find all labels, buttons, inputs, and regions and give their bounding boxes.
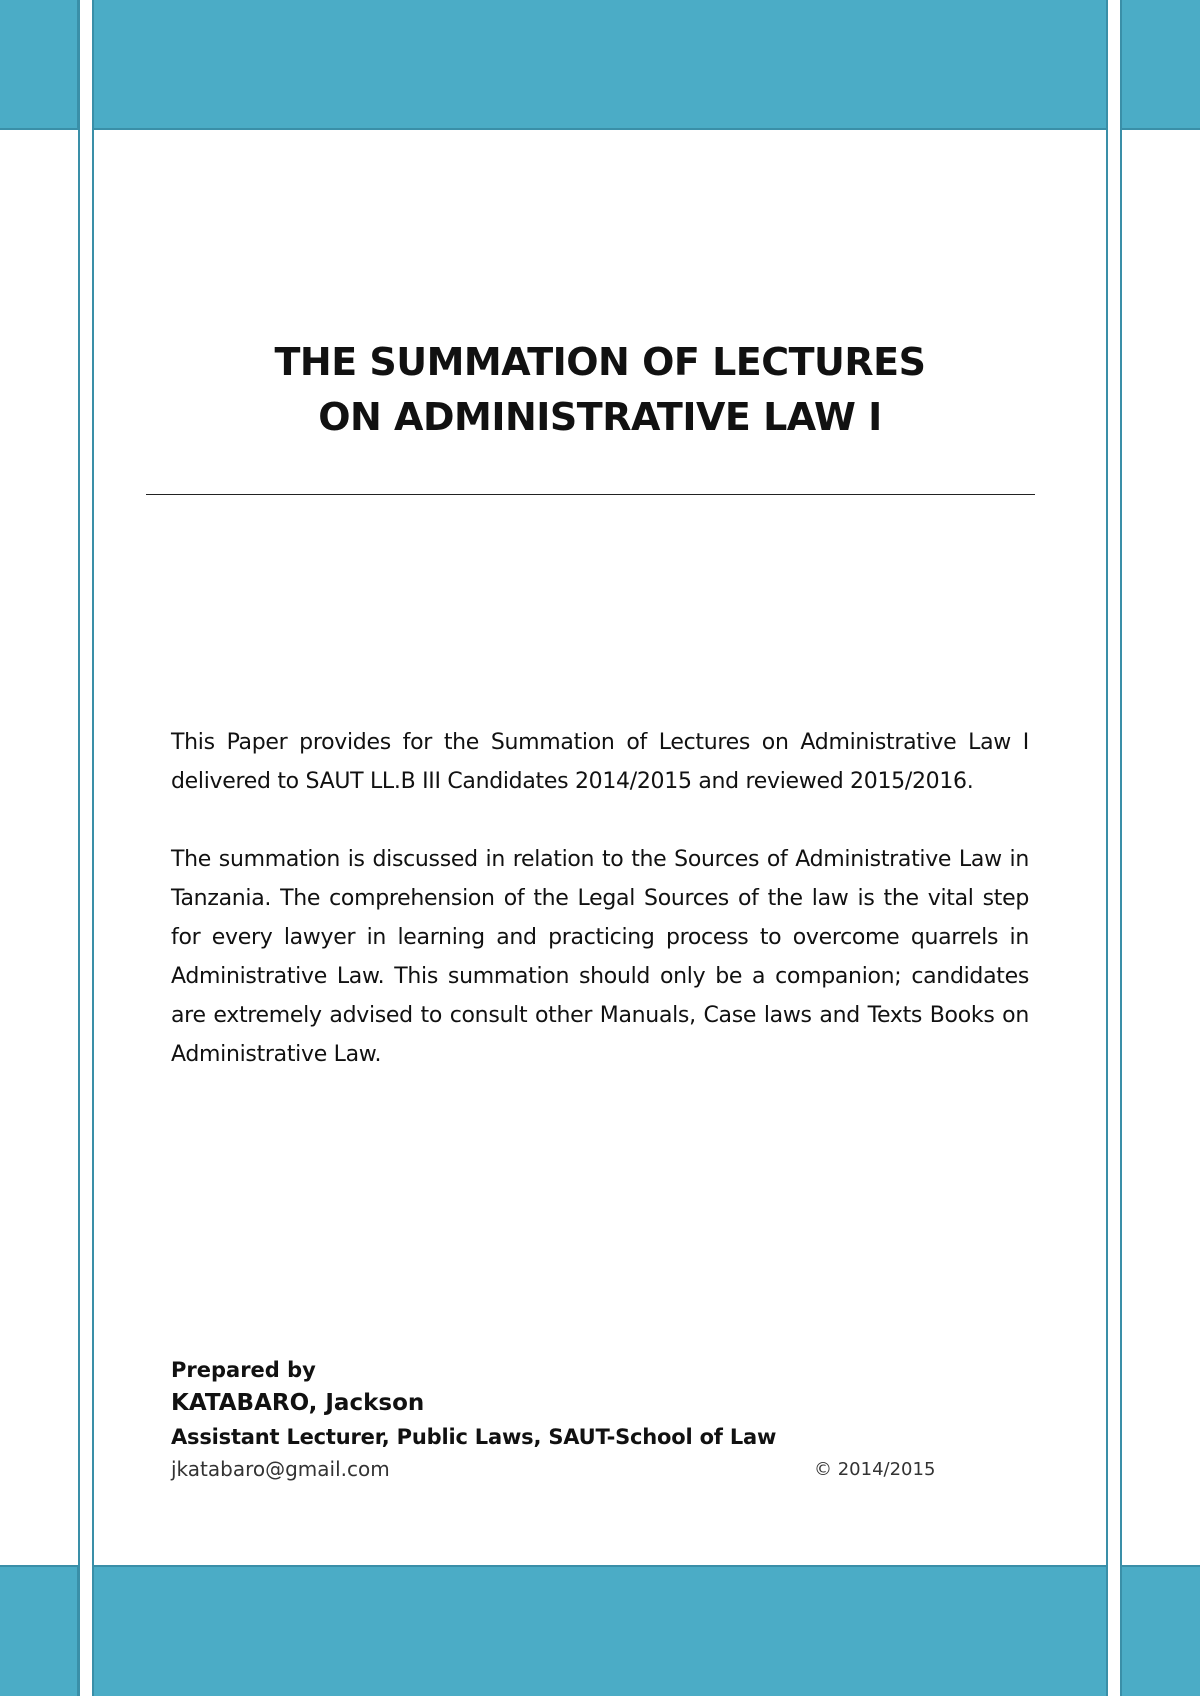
frame-line-left <box>78 0 80 1696</box>
bottom-band-left <box>0 1565 79 1696</box>
bottom-band-center <box>92 1565 1108 1696</box>
author-position: Assistant Lecturer, Public Laws, SAUT-School of Law <box>171 1425 777 1449</box>
author-email[interactable]: jkatabaro@gmail.com <box>171 1457 390 1481</box>
abstract-paragraph-2: The summation is discussed in relation to the Sources of Administrative Law in Tanzania. The comprehension of the Legal Sources of the law is the vital step for every lawyer in learning and practicing process to overcome quarrels in Administrative Law. This summation should only be a companion; candidates are extremely advised to consult other Manuals, Case laws and Texts Books on Administrative Law. <box>171 847 1029 1067</box>
document-title-line-2: ON ADMINISTRATIVE LAW I <box>318 395 882 439</box>
title-divider <box>146 494 1035 495</box>
document-title-line-1: THE SUMMATION OF LECTURES <box>274 340 926 384</box>
abstract-paragraph-1: This Paper provides for the Summation of Lectures on Administrative Law I delivered to SAUT LL.B III Candidates 2014/2015 and reviewed 2015/2016. <box>171 730 1029 794</box>
top-band-right <box>1120 0 1200 130</box>
frame-line-left-inner <box>92 0 94 1696</box>
bottom-band-right <box>1120 1565 1200 1696</box>
top-band-center <box>92 0 1108 130</box>
prepared-by-label: Prepared by <box>171 1358 316 1382</box>
frame-line-right <box>1120 0 1122 1696</box>
author-name: KATABARO, Jackson <box>171 1390 425 1416</box>
copyright-notice: © 2014/2015 <box>814 1459 936 1480</box>
top-band-left <box>0 0 79 130</box>
frame-line-right-inner <box>1106 0 1108 1696</box>
